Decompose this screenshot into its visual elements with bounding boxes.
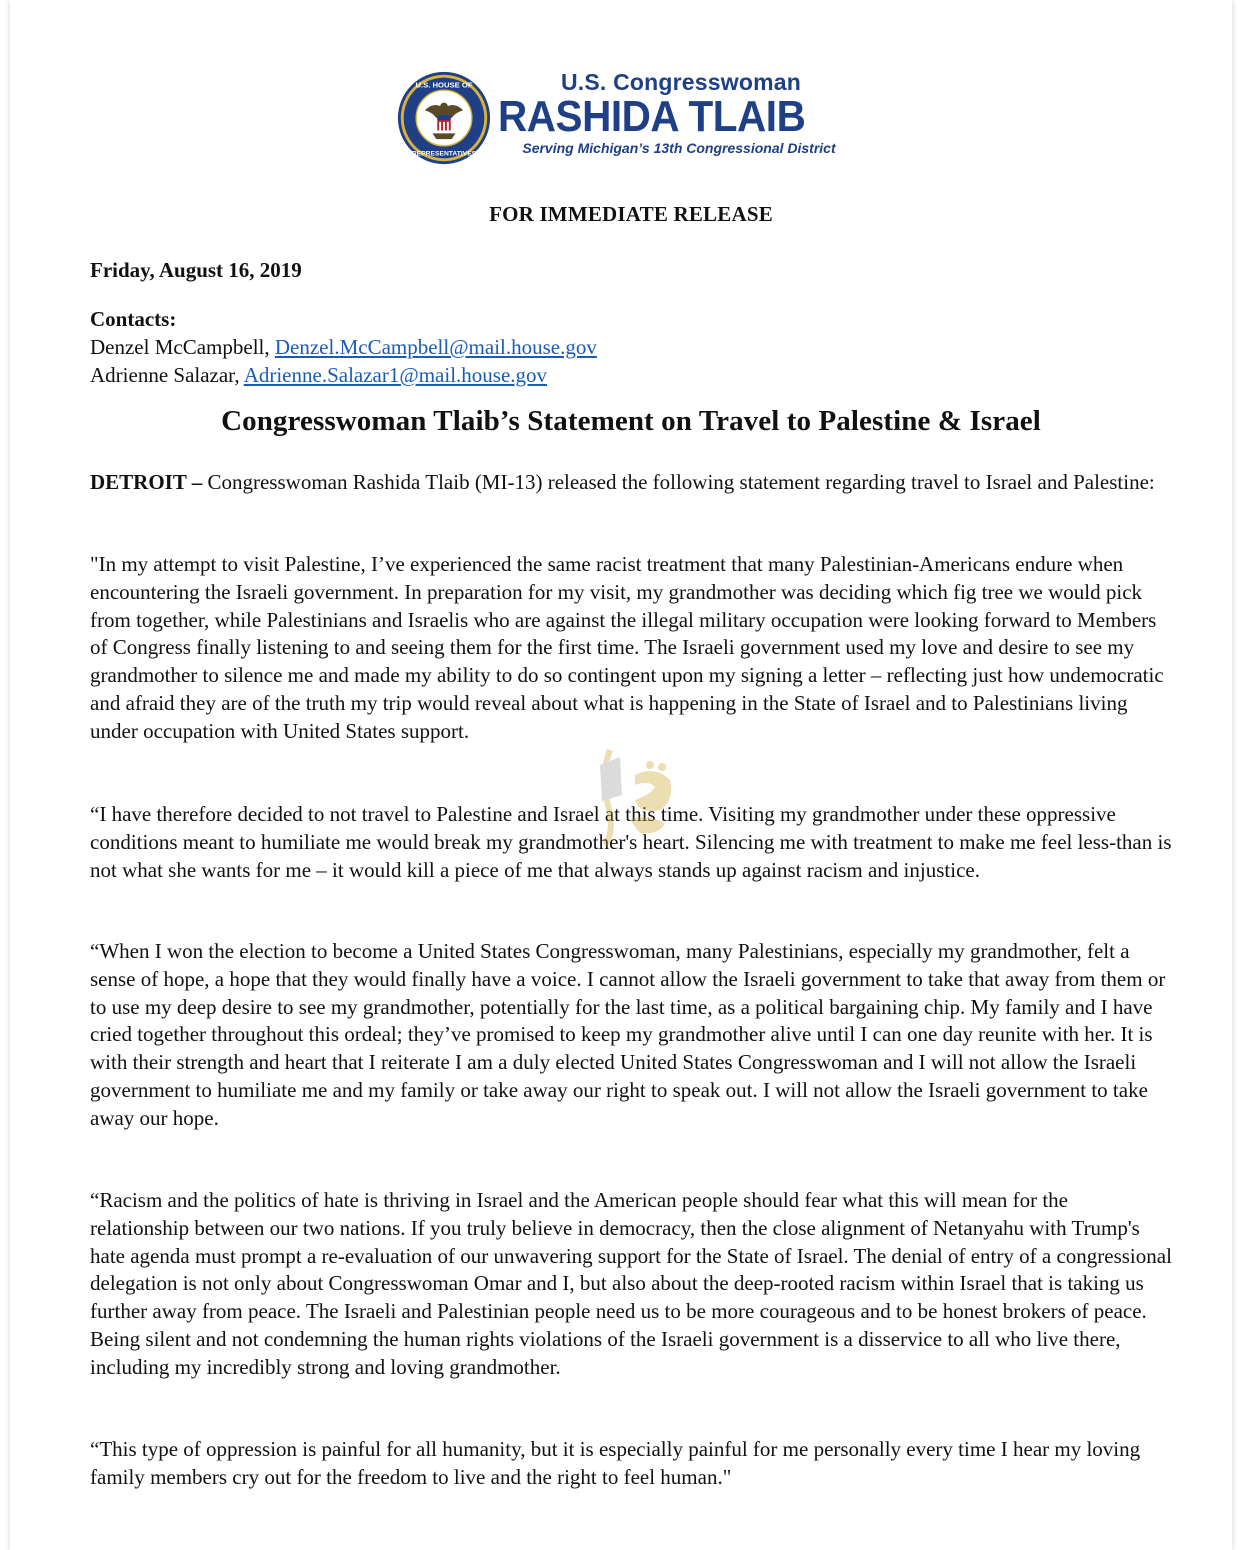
house-seal-icon [396,70,492,166]
headline: Congresswoman Tlaib’s Statement on Travel to Palestine & Israel [221,405,1041,437]
contact-email-link[interactable]: Adrienne.Salazar1@mail.house.gov [243,363,548,387]
statement-paragraph: “When I won the election to become a United States Congresswoman, many Palestinians, especially my grandmother, felt a sense of hope, a hope that they would finally have a voice. I cannot allow the Israeli government to take that away from them or to use my deep desire to see my grandmother, potentially for the last time, as a political bargaining chip. My family and I have cried together throughout this ordeal; they’ve promised to keep my grandmother alive until I can one day reunite with her. It is with their strength and heart that I reiterate I am a duly elected United States Congresswoman and I will not allow the Israeli government to humiliate me and my family or take away our right to speak out. I will not allow the Israeli government to take away our hope. [90,939,1166,1130]
release-date: Friday, August 16, 2019 [90,258,302,282]
letterhead-district: Serving Michigan’s 13th Congressional District [522,140,836,156]
release-label: FOR IMMEDIATE RELEASE [489,202,773,226]
statement-paragraph: "In my attempt to visit Palestine, I’ve experienced the same racist treatment that many Palestinian-Americans endure when encountering the Israeli government. In preparation for my visit, my grandmother was deciding which fig tree we would pick from together, while Palestinians and Israelis who are against the illegal military occupation were looking forward to Members of Congress finally listening to and seeing them for the first time. The Israeli government used my love and desire to see my grandmother to silence me and made my ability to do so contingent upon my signing a letter – reflecting just how undemocratic and afraid they are of the truth my trip would reveal about what is happening in the State of Israel and to Palestinians living under occupation with United States support. [90,552,1164,743]
contact-item [90,333,597,361]
intro-paragraph [90,469,1172,497]
contact-email-link[interactable]: Denzel.McCampbell@mail.house.gov [274,335,597,359]
letterhead [396,68,856,168]
statement-paragraph: “This type of oppression is painful for all humanity, but it is especially painful for me personally every time I hear my loving family members cry out for the freedom to live and the right to feel human." [90,1437,1141,1489]
document-page [10,0,1232,1550]
statement-paragraph: “Racism and the politics of hate is thriving in Israel and the American people should fear what this will mean for the relationship between our two nations. If you truly believe in democracy, then the close alignment of Netanyahu with Trump's hate agenda must prompt a re-evaluation of our unwavering support for the State of Israel. The denial of entry of a congressional delegation is not only about Congresswoman Omar and I, but also about the deep-rooted racism within Israel that is taking us further away from peace. The Israeli and Palestinian people need us to be more courageous and to be honest brokers of peace. Being silent and not condemning the human rights violations of the Israeli government is a disservice to all who live there, including my incredibly strong and loving grandmother. [90,1188,1172,1379]
contact-item [90,361,597,389]
contacts-block [90,305,597,389]
letterhead-name: RASHIDA TLAIB [498,92,806,141]
contact-name: Denzel McCampbell, [90,335,275,359]
intro-text: Congresswoman Rashida Tlaib (MI-13) released the following statement regarding travel to Israel and Palestine: [202,470,1155,494]
contacts-label: Contacts: [90,307,177,331]
contact-name: Adrienne Salazar, [90,363,244,387]
svg-text:U.S. HOUSE OF: U.S. HOUSE OF [415,80,473,90]
dateline: DETROIT – [90,470,203,494]
svg-text:REPRESENTATIVES: REPRESENTATIVES [411,150,477,158]
statement-paragraph: “I have therefore decided to not travel to Palestine and Israel at this time. Visiting my grandmother under these oppressive conditions meant to humiliate me would break my grandmother's heart. Silencing me with treatment to make me feel less-than is not what she wants for me – it would kill a piece of me that always stands up against racism and injustice. [90,802,1172,882]
letterhead-text [498,68,858,158]
watermark-logo-icon [580,735,690,855]
letterhead-title-line: U.S. Congresswoman [560,69,802,95]
